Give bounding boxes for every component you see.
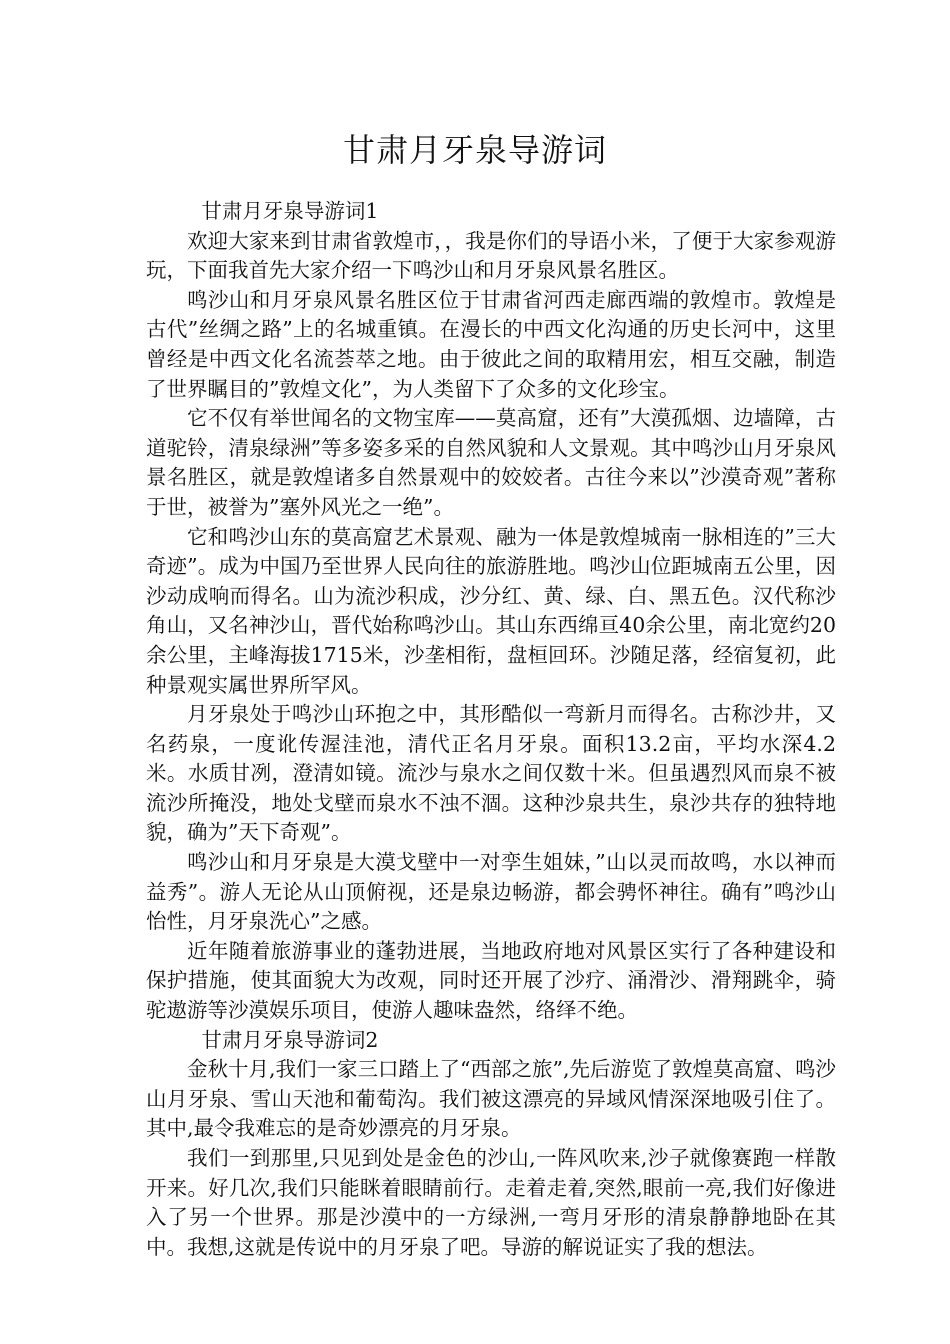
body-paragraph: 它和鸣沙山东的莫高窟艺术景观、融为一体是敦煌城南一脉相连的”三大奇迹”。成为中国乃至世界人民向往的旅游胜地。鸣沙山位距城南五公里，因沙动成响而得名。山为流沙积成，沙分红、黄、绿、白、黑五色。汉代称沙角山，又名神沙山，晋代始称鸣沙山。其山东西绵亘40余公里，南北宽约20余公里，主峰海拔1715米，沙垄相衔，盘桓回环。沙随足落，经宿复初，此种景观实属世界所罕风。 <box>146 524 836 697</box>
body-paragraph: 金秋十月,我们一家三口踏上了“西部之旅”,先后游览了敦煌莫高窟、鸣沙山月牙泉、雪山天池和葡萄沟。我们被这漂亮的异域风情深深地吸引住了。其中,最令我难忘的是奇妙漂亮的月牙泉。 <box>146 1057 836 1141</box>
body-paragraph: 近年随着旅游事业的蓬勃进展，当地政府地对风景区实行了各种建设和保护措施，使其面貌大为改观，同时还开展了沙疗、涌滑沙、滑翔跳伞，骑驼遨游等沙漠娱乐项目，使游人趣味盎然，络绎不绝。 <box>146 938 836 1023</box>
body-paragraph: 鸣沙山和月牙泉是大漠戈壁中一对孪生姐妹，”山以灵而故鸣，水以神而益秀”。游人无论从山顶俯视，还是泉边畅游，都会骋怀神往。确有”鸣沙山怡性，月牙泉洗心”之感。 <box>146 850 836 934</box>
body-paragraph: 我们一到那里,只见到处是金色的沙山,一阵风吹来,沙子就像赛跑一样散开来。好几次,我们只能眯着眼睛前行。走着走着,突然,眼前一亮,我们好像进入了另一个世界。那是沙漠中的一方绿洲,一弯月牙形的清泉静静地卧在其中。我想,这就是传说中的月牙泉了吧。导游的解说证实了我的想法。 <box>146 1146 836 1259</box>
document-body <box>146 197 836 1262</box>
section-heading: 甘肃月牙泉导游词2 <box>201 1027 379 1052</box>
section-heading: 甘肃月牙泉导游词1 <box>201 199 379 223</box>
body-paragraph: 欢迎大家来到甘肃省敦煌市，，我是你们的导语小米，了便于大家参观游玩，下面我首先大家介绍一下鸣沙山和月牙泉风景名胜区。 <box>146 228 836 283</box>
body-paragraph: 它不仅有举世闻名的文物宝库——莫高窟，还有”大漠孤烟、边墙障，古道驼铃，清泉绿洲”等多姿多采的自然风貌和人文景观。其中鸣沙山月牙泉风景名胜区，就是敦煌诸多自然景观中的姣姣者。古往今来以”沙漠奇观”著称于世，被誉为”塞外风光之一绝”。 <box>146 406 836 519</box>
body-paragraph: 鸣沙山和月牙泉风景名胜区位于甘肃省河西走廊西端的敦煌市。敦煌是古代”丝绸之路”上的名城重镇。在漫长的中西文化沟通的历史长河中，这里曾经是中西文化名流荟萃之地。由于彼此之间的取精用宏，相互交融，制造了世界瞩目的”敦煌文化”，为人类留下了众多的文化珍宝。 <box>146 287 836 401</box>
document-title: 甘肃月牙泉导游词 <box>342 131 607 169</box>
body-paragraph: 月牙泉处于鸣沙山环抱之中，其形酷似一弯新月而得名。古称沙井，又名药泉，一度讹传渥洼池，清代正名月牙泉。面积13.2亩，平均水深4.2米。水质甘冽，澄清如镜。流沙与泉水之间仅数十米。但虽遇烈风而泉不被流沙所掩没，地处戈壁而泉水不浊不涸。这种沙泉共生，泉沙共存的独特地貌，确为”天下奇观”。 <box>146 702 836 845</box>
